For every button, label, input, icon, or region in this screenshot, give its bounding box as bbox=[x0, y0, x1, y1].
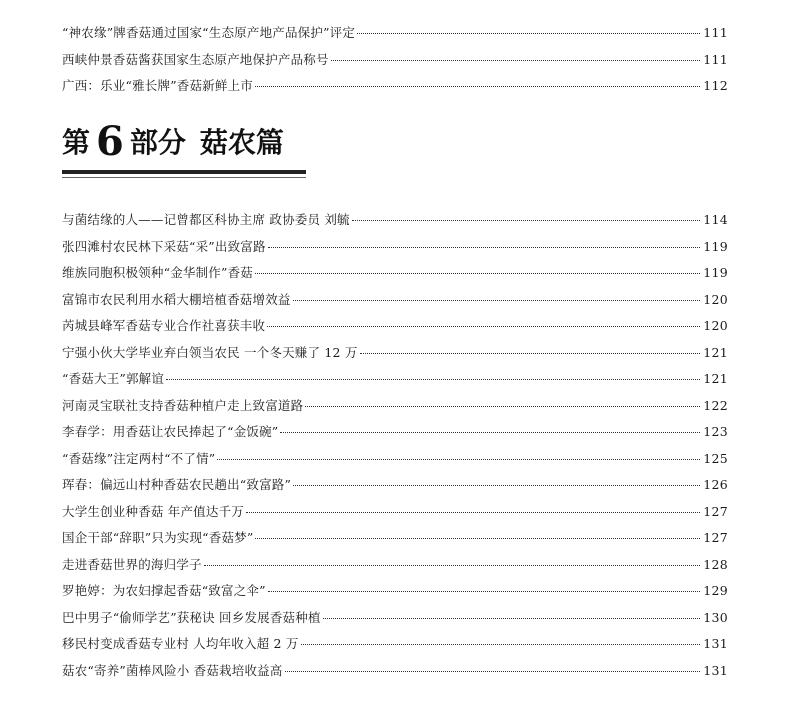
dot-leader bbox=[293, 300, 701, 301]
toc-entry-page-number: 125 bbox=[703, 450, 728, 466]
toc-entry-title: 大学生创业种香菇 年产值达千万 bbox=[62, 503, 244, 519]
toc-entry-title: 罗艳婷：为农妇撑起香菇“致富之伞” bbox=[62, 583, 266, 598]
toc-entry[interactable] bbox=[62, 207, 728, 234]
dot-leader bbox=[285, 671, 701, 672]
toc-entry-page-number: 127 bbox=[703, 530, 728, 545]
toc-entry-title: “香菇缘”注定两村“不了情” bbox=[62, 450, 216, 466]
toc-entry-page-number: 129 bbox=[703, 583, 728, 598]
toc-entry[interactable] bbox=[62, 73, 728, 100]
dot-leader bbox=[352, 220, 700, 221]
dot-leader bbox=[293, 485, 700, 486]
toc-entry-page-number: 130 bbox=[703, 609, 728, 625]
toc-entry-title: 富锦市农民利用水稻大棚培植香菇增效益 bbox=[62, 291, 291, 307]
dot-leader bbox=[255, 538, 700, 539]
dot-leader bbox=[166, 379, 700, 380]
dot-leader bbox=[268, 591, 701, 592]
toc-entry-page-number: 119 bbox=[703, 265, 728, 280]
toc-entry-page-number: 128 bbox=[703, 556, 728, 572]
toc-list-continued bbox=[62, 20, 728, 100]
toc-entry-page-number: 114 bbox=[703, 212, 728, 227]
toc-entry-page-number: 111 bbox=[703, 25, 728, 40]
section-name: 菇农篇 bbox=[199, 126, 284, 159]
toc-entry-title: 芮城县峰军香菇专业合作社喜获丰收 bbox=[62, 318, 266, 333]
toc-entry-page-number: 126 bbox=[703, 477, 728, 492]
section-number: 6 bbox=[96, 118, 124, 165]
toc-entry[interactable] bbox=[62, 313, 728, 340]
dot-leader bbox=[360, 353, 701, 354]
toc-entry[interactable] bbox=[62, 472, 728, 499]
toc-entry-title: 巴中男子“偷师学艺”获秘诀 回乡发展香菇种植 bbox=[62, 609, 321, 625]
dot-leader bbox=[204, 565, 701, 566]
section-rule-thin bbox=[62, 177, 306, 178]
dot-leader bbox=[357, 33, 700, 34]
toc-entry[interactable] bbox=[62, 393, 728, 420]
toc-entry-title: 维族同胞积极领种“金华制作”香菇 bbox=[62, 265, 253, 280]
toc-entry-page-number: 123 bbox=[703, 424, 728, 439]
dot-leader bbox=[331, 60, 701, 61]
dot-leader bbox=[255, 86, 700, 87]
toc-entry[interactable] bbox=[62, 234, 728, 261]
dot-leader bbox=[301, 644, 701, 645]
section-part: 部分 bbox=[129, 126, 186, 159]
toc-entry[interactable] bbox=[62, 605, 728, 632]
toc-entry[interactable] bbox=[62, 446, 728, 473]
section-rule-thick bbox=[62, 170, 306, 174]
toc-entry-page-number: 119 bbox=[703, 238, 728, 254]
toc-entry[interactable] bbox=[62, 47, 728, 74]
toc-entry[interactable] bbox=[62, 366, 728, 393]
toc-entry-title: 珲春：偏远山村种香菇农民趟出“致富路” bbox=[62, 477, 292, 492]
toc-entry-page-number: 127 bbox=[703, 503, 728, 519]
toc-entry-page-number: 131 bbox=[703, 662, 728, 678]
toc-entry-page-number: 120 bbox=[703, 318, 728, 333]
section-header bbox=[62, 120, 362, 176]
toc-entry-page-number: 112 bbox=[703, 78, 728, 93]
toc-entry-page-number: 121 bbox=[703, 371, 728, 386]
dot-leader bbox=[217, 459, 700, 460]
toc-entry-title: 宁强小伙大学毕业弃白领当农民 一个冬天赚了 12 万 bbox=[62, 344, 358, 360]
toc-entry[interactable] bbox=[62, 631, 728, 658]
section-prefix: 第 bbox=[62, 126, 91, 159]
dot-leader bbox=[246, 512, 700, 513]
toc-entry-page-number: 121 bbox=[703, 344, 728, 360]
toc-entry[interactable] bbox=[62, 419, 728, 446]
toc-entry[interactable] bbox=[62, 658, 728, 685]
toc-entry-title: “香菇大王”郭解谊 bbox=[62, 371, 165, 386]
dot-leader bbox=[255, 273, 700, 274]
toc-entry[interactable] bbox=[62, 287, 728, 314]
toc-entry-page-number: 122 bbox=[703, 397, 728, 413]
dot-leader bbox=[305, 406, 700, 407]
toc-entry[interactable] bbox=[62, 578, 728, 605]
toc-entry[interactable] bbox=[62, 340, 728, 367]
toc-entry-title: 移民村变成香菇专业村 人均年收入超 2 万 bbox=[62, 636, 299, 651]
toc-entry-title: 张四滩村农民林下采菇“采”出致富路 bbox=[62, 238, 266, 254]
toc-entry-title: 河南灵宝联社支持香菇种植户走上致富道路 bbox=[62, 397, 304, 413]
toc-entry-title: 李春学：用香菇让农民捧起了“金饭碗” bbox=[62, 424, 279, 439]
toc-entry[interactable] bbox=[62, 260, 728, 287]
dot-leader bbox=[267, 326, 700, 327]
toc-list-section-6 bbox=[62, 207, 728, 684]
dot-leader bbox=[268, 247, 701, 248]
section-title bbox=[62, 120, 362, 165]
toc-entry[interactable] bbox=[62, 20, 728, 47]
toc-entry[interactable] bbox=[62, 525, 728, 552]
dot-leader bbox=[323, 618, 701, 619]
toc-entry-title: “神农缘”牌香菇通过国家“生态原产地产品保护”评定 bbox=[62, 25, 356, 40]
toc-entry-title: 菇农“寄养”菌棒风险小 香菇栽培收益高 bbox=[62, 662, 283, 678]
toc-entry[interactable] bbox=[62, 552, 728, 579]
toc-entry-page-number: 131 bbox=[703, 636, 728, 651]
toc-entry-page-number: 111 bbox=[703, 51, 728, 67]
toc-entry-title: 西峡仲景香菇酱获国家生态原产地保护产品称号 bbox=[62, 51, 329, 67]
toc-entry[interactable] bbox=[62, 499, 728, 526]
toc-entry-title: 与菌结缘的人——记曾都区科协主席 政协委员 刘毓 bbox=[62, 212, 350, 227]
toc-entry-page-number: 120 bbox=[703, 291, 728, 307]
toc-entry-title: 广西：乐业“雅长牌”香菇新鲜上市 bbox=[62, 78, 253, 93]
toc-entry-title: 走进香菇世界的海归学子 bbox=[62, 556, 202, 572]
toc-entry-title: 国企干部“辞职”只为实现“香菇梦” bbox=[62, 530, 254, 545]
dot-leader bbox=[280, 432, 700, 433]
